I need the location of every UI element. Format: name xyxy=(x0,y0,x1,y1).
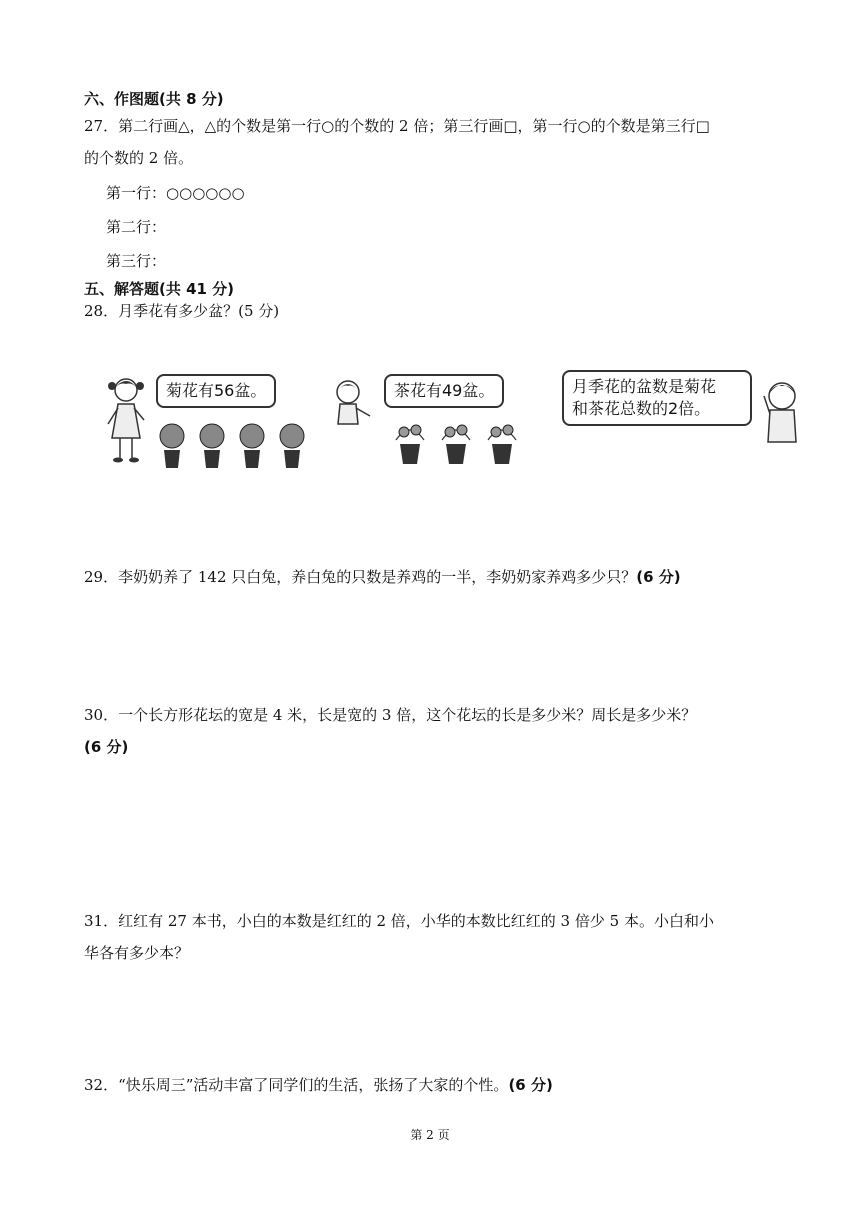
question-32 xyxy=(84,1074,553,1096)
row1 xyxy=(106,182,245,204)
question-32-text: 32．“快乐周三”活动丰富了同学们的生活，张扬了大家的个性。 xyxy=(84,1076,509,1094)
question-31-line1: 31．红红有 27 本书，小白的本数是红红的 2 倍，小华的本数比红红的 3 倍少 5 本。小白和小 xyxy=(84,912,714,930)
row1-label: 第一行： xyxy=(106,184,167,202)
question-28-illustration xyxy=(100,368,810,478)
row3-label: 第三行： xyxy=(106,252,167,270)
speech-bubble-rose xyxy=(562,370,752,426)
speech-bubble-chrysanthemum: 菊花有56盆。 xyxy=(156,374,276,408)
page-number: 第 2 页 xyxy=(410,1128,450,1142)
section-heading-answers: 五、解答题(共 41 分) xyxy=(84,280,235,298)
chrysanthemum-pots-icon xyxy=(152,420,312,472)
row1-circles: ○○○○○○ xyxy=(166,184,245,202)
speech-bubble-rose-line1: 月季花的盆数是菊花 xyxy=(572,377,717,396)
question-27-line1: 27．第二行画△，△的个数是第一行○的个数的 2 倍；第三行画□，第一行○的个数是第三行□ xyxy=(84,117,710,135)
camellia-pots-icon xyxy=(390,418,528,468)
question-28-text: 28．月季花有多少盆？ xyxy=(84,302,239,320)
question-27-line2: 的个数的 2 倍。 xyxy=(84,149,194,167)
section-heading-drawing: 六、作图题(共 8 分) xyxy=(84,90,224,108)
question-31-line2: 华各有多少本？ xyxy=(84,944,190,962)
speech-bubble-camellia: 茶花有49盆。 xyxy=(384,374,504,408)
girl-figure-2-icon xyxy=(332,378,376,428)
question-29-text: 29．李奶奶养了 142 只白兔，养白兔的只数是养鸡的一半，李奶奶家养鸡多少只？ xyxy=(84,568,637,586)
question-29-points: (6 分) xyxy=(636,568,681,586)
boy-figure-icon xyxy=(760,378,804,448)
girl-figure-icon xyxy=(104,376,148,466)
speech-bubble-rose-line2: 和茶花总数的2倍。 xyxy=(572,399,711,418)
question-30-points: (6 分) xyxy=(84,738,129,756)
question-32-points: (6 分) xyxy=(508,1076,553,1094)
question-29 xyxy=(84,566,681,588)
question-30-line1: 30．一个长方形花坛的宽是 4 米，长是宽的 3 倍，这个花坛的长是多少米？周长是多少米？ xyxy=(84,706,697,724)
question-28-points: (5 分) xyxy=(238,302,280,320)
row2-label: 第二行： xyxy=(106,218,167,236)
question-28 xyxy=(84,300,279,322)
